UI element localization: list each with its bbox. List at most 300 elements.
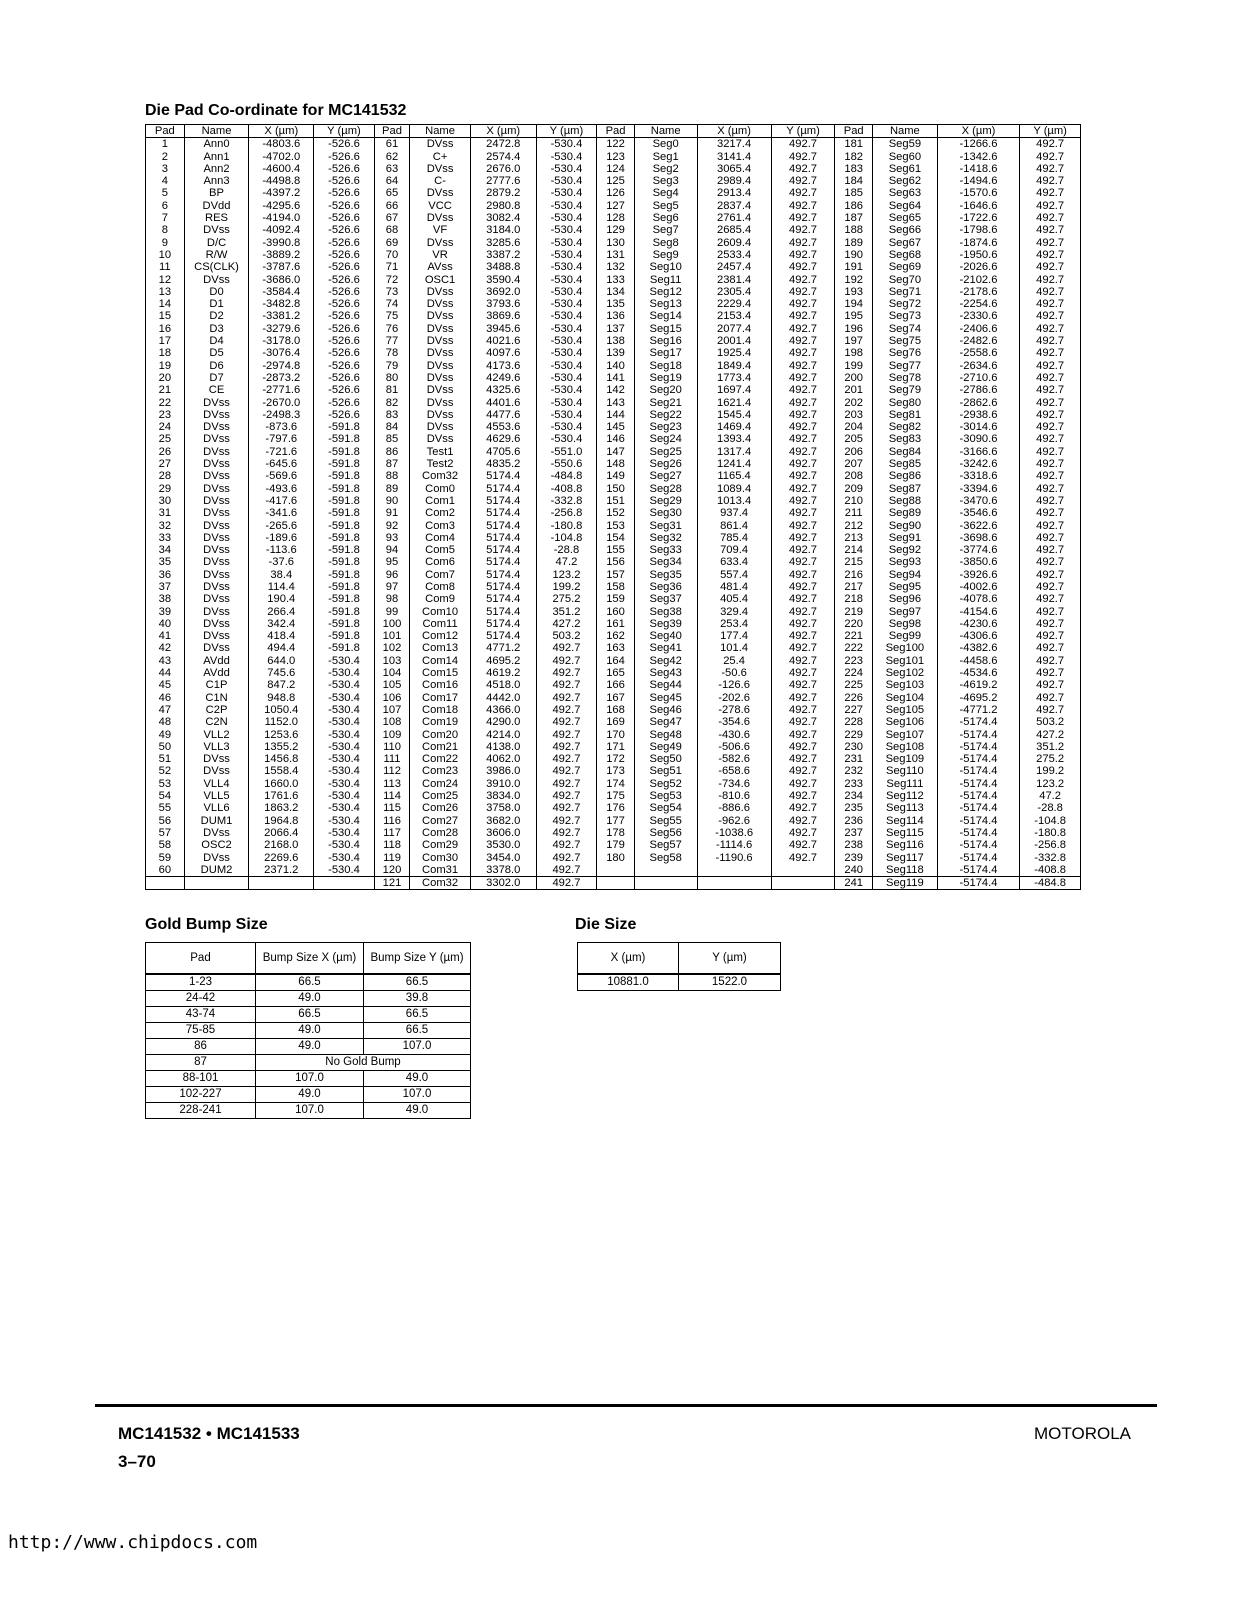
bump-header-pad: Pad bbox=[146, 943, 256, 975]
table-cell: -3470.6 bbox=[937, 495, 1020, 507]
table-row bbox=[146, 679, 1081, 691]
table-cell: 644.0 bbox=[249, 655, 314, 667]
table-cell: Ann1 bbox=[184, 151, 249, 163]
table-cell: 492.7 bbox=[1020, 458, 1081, 470]
table-cell: Ann2 bbox=[184, 163, 249, 175]
table-row bbox=[146, 974, 471, 991]
table-cell: 492.7 bbox=[771, 470, 835, 482]
table-cell: 2457.4 bbox=[697, 261, 771, 273]
table-cell: 492.7 bbox=[771, 729, 835, 741]
table-cell: -2102.6 bbox=[937, 274, 1020, 286]
table-cell: Seg18 bbox=[634, 360, 697, 372]
table-cell: 241 bbox=[835, 877, 873, 890]
bump-header-x: Bump Size X (µm) bbox=[256, 943, 364, 975]
table-cell: 492.7 bbox=[1020, 692, 1081, 704]
table-cell: 492.7 bbox=[1020, 532, 1081, 544]
table-cell: -4306.6 bbox=[937, 630, 1020, 642]
table-cell: 253.4 bbox=[697, 618, 771, 630]
table-cell: DVss bbox=[184, 593, 249, 605]
table-cell: Seg11 bbox=[634, 274, 697, 286]
table-cell: -5174.4 bbox=[937, 839, 1020, 851]
table-row bbox=[146, 556, 1081, 568]
table-cell: -332.8 bbox=[536, 495, 597, 507]
table-cell: -530.4 bbox=[536, 421, 597, 433]
table-row bbox=[146, 520, 1081, 532]
table-cell: -530.4 bbox=[536, 347, 597, 359]
table-cell: Seg33 bbox=[634, 544, 697, 556]
table-cell: 1456.8 bbox=[249, 753, 314, 765]
table-cell: 1660.0 bbox=[249, 778, 314, 790]
table-cell: 3590.4 bbox=[470, 274, 536, 286]
table-cell: 187 bbox=[835, 212, 873, 224]
table-row bbox=[146, 716, 1081, 728]
table-cell: 66.5 bbox=[256, 1007, 364, 1023]
table-cell: 133 bbox=[597, 274, 635, 286]
table-cell: -591.8 bbox=[314, 593, 375, 605]
table-cell: DVss bbox=[184, 642, 249, 654]
table-cell: Seg115 bbox=[872, 827, 937, 839]
table-row bbox=[146, 298, 1081, 310]
table-cell: OSC1 bbox=[410, 274, 471, 286]
table-cell: -278.6 bbox=[697, 704, 771, 716]
table-cell: -551.0 bbox=[536, 446, 597, 458]
table-cell: Seg42 bbox=[634, 655, 697, 667]
table-cell: 492.7 bbox=[1020, 704, 1081, 716]
table-cell: 193 bbox=[835, 286, 873, 298]
table-cell: 492.7 bbox=[536, 877, 597, 890]
table-cell: 27 bbox=[146, 458, 185, 470]
table-cell: -332.8 bbox=[1020, 852, 1081, 864]
table-cell: Seg2 bbox=[634, 163, 697, 175]
table-cell: Seg61 bbox=[872, 163, 937, 175]
table-cell: -37.6 bbox=[249, 556, 314, 568]
table-cell: 75-85 bbox=[146, 1023, 256, 1039]
table-cell: 3682.0 bbox=[470, 815, 536, 827]
table-cell: 847.2 bbox=[249, 679, 314, 691]
table-cell: 152 bbox=[597, 507, 635, 519]
table-cell: 709.4 bbox=[697, 544, 771, 556]
table-cell: 492.7 bbox=[771, 642, 835, 654]
table-cell: Test1 bbox=[410, 446, 471, 458]
column-header: X (µm) bbox=[470, 125, 536, 138]
table-cell: Com26 bbox=[410, 802, 471, 814]
table-cell: 68 bbox=[374, 224, 410, 236]
table-cell: 216 bbox=[835, 569, 873, 581]
table-cell: 213 bbox=[835, 532, 873, 544]
table-cell: 4138.0 bbox=[470, 741, 536, 753]
table-cell: 492.7 bbox=[1020, 569, 1081, 581]
table-cell: 5174.4 bbox=[470, 483, 536, 495]
table-cell: 39.8 bbox=[364, 991, 471, 1007]
table-cell: C+ bbox=[410, 151, 471, 163]
table-cell: 329.4 bbox=[697, 606, 771, 618]
table-cell: 234 bbox=[835, 790, 873, 802]
table-cell: Seg102 bbox=[872, 667, 937, 679]
table-cell: 86 bbox=[146, 1039, 256, 1055]
table-cell bbox=[697, 864, 771, 877]
table-cell: -126.6 bbox=[697, 679, 771, 691]
table-cell: DVss bbox=[184, 458, 249, 470]
table-cell: 85 bbox=[374, 433, 410, 445]
table-cell: -591.8 bbox=[314, 532, 375, 544]
table-cell: 66 bbox=[374, 200, 410, 212]
table-cell: 2381.4 bbox=[697, 274, 771, 286]
table-cell: 107 bbox=[374, 704, 410, 716]
table-cell: -886.6 bbox=[697, 802, 771, 814]
table-cell: 13 bbox=[146, 286, 185, 298]
table-cell: -734.6 bbox=[697, 778, 771, 790]
table-cell: 23 bbox=[146, 409, 185, 421]
table-cell: 492.7 bbox=[536, 679, 597, 691]
table-cell: No Gold Bump bbox=[256, 1055, 471, 1071]
table-row bbox=[146, 310, 1081, 322]
table-cell: -526.6 bbox=[314, 237, 375, 249]
pad-coordinate-table bbox=[145, 124, 1081, 890]
table-cell: 492.7 bbox=[1020, 446, 1081, 458]
page-title: Die Pad Co-ordinate for MC141532 bbox=[145, 102, 407, 119]
table-cell: 492.7 bbox=[1020, 409, 1081, 421]
table-cell: Seg94 bbox=[872, 569, 937, 581]
table-cell: Seg72 bbox=[872, 298, 937, 310]
table-cell: -582.6 bbox=[697, 753, 771, 765]
table-cell: 29 bbox=[146, 483, 185, 495]
table-cell: -2254.6 bbox=[937, 298, 1020, 310]
table-cell: Com5 bbox=[410, 544, 471, 556]
table-cell: 230 bbox=[835, 741, 873, 753]
table-cell: 59 bbox=[146, 852, 185, 864]
table-cell: 492.7 bbox=[771, 507, 835, 519]
table-cell: 2153.4 bbox=[697, 310, 771, 322]
table-cell: 2879.2 bbox=[470, 187, 536, 199]
table-cell: 95 bbox=[374, 556, 410, 568]
table-row bbox=[146, 138, 1081, 151]
table-cell: 1089.4 bbox=[697, 483, 771, 495]
table-cell: 492.7 bbox=[1020, 544, 1081, 556]
table-cell: 1241.4 bbox=[697, 458, 771, 470]
table-cell: DVss bbox=[410, 310, 471, 322]
table-cell: -530.4 bbox=[314, 815, 375, 827]
table-cell: 492.7 bbox=[1020, 642, 1081, 654]
table-cell: -1190.6 bbox=[697, 852, 771, 864]
table-cell: 49.0 bbox=[256, 1087, 364, 1103]
table-cell: Seg14 bbox=[634, 310, 697, 322]
table-cell: Seg12 bbox=[634, 286, 697, 298]
table-cell: 4097.6 bbox=[470, 347, 536, 359]
table-cell: 492.7 bbox=[771, 765, 835, 777]
table-cell: 492.7 bbox=[771, 852, 835, 864]
table-cell: DVss bbox=[184, 507, 249, 519]
table-cell: VLL5 bbox=[184, 790, 249, 802]
table-cell: -591.8 bbox=[314, 544, 375, 556]
table-cell: Seg29 bbox=[634, 495, 697, 507]
table-header-row bbox=[146, 943, 471, 975]
table-cell: 101.4 bbox=[697, 642, 771, 654]
table-cell: 49 bbox=[146, 729, 185, 741]
table-row bbox=[146, 360, 1081, 372]
table-cell: 209 bbox=[835, 483, 873, 495]
table-cell: Com0 bbox=[410, 483, 471, 495]
table-header-row bbox=[146, 125, 1081, 138]
table-cell: 4062.0 bbox=[470, 753, 536, 765]
table-cell: 136 bbox=[597, 310, 635, 322]
table-cell: 492.7 bbox=[1020, 630, 1081, 642]
table-cell: 3387.2 bbox=[470, 249, 536, 261]
table-cell: 19 bbox=[146, 360, 185, 372]
table-cell: 115 bbox=[374, 802, 410, 814]
table-cell: 2305.4 bbox=[697, 286, 771, 298]
table-cell: 2989.4 bbox=[697, 175, 771, 187]
table-cell: 107.0 bbox=[364, 1087, 471, 1103]
table-cell: 208 bbox=[835, 470, 873, 482]
table-cell: 492.7 bbox=[536, 741, 597, 753]
table-cell: -530.4 bbox=[536, 175, 597, 187]
table-cell: DVss bbox=[184, 581, 249, 593]
table-cell: DVss bbox=[184, 827, 249, 839]
table-cell: Seg116 bbox=[872, 839, 937, 851]
table-cell: D6 bbox=[184, 360, 249, 372]
table-row bbox=[146, 877, 1081, 890]
table-cell: 221 bbox=[835, 630, 873, 642]
table-cell: -28.8 bbox=[536, 544, 597, 556]
table-cell: 30 bbox=[146, 495, 185, 507]
table-cell: Seg43 bbox=[634, 667, 697, 679]
table-cell: 175 bbox=[597, 790, 635, 802]
table-cell: -962.6 bbox=[697, 815, 771, 827]
table-cell: DVss bbox=[410, 409, 471, 421]
table-cell: -4154.6 bbox=[937, 606, 1020, 618]
table-cell: 217 bbox=[835, 581, 873, 593]
table-cell: 3986.0 bbox=[470, 765, 536, 777]
table-cell: 80 bbox=[374, 372, 410, 384]
table-cell: Seg110 bbox=[872, 765, 937, 777]
table-cell: 229 bbox=[835, 729, 873, 741]
table-cell: Seg83 bbox=[872, 433, 937, 445]
website-url[interactable]: http://www.chipdocs.com bbox=[8, 1532, 258, 1553]
table-cell: 3910.0 bbox=[470, 778, 536, 790]
table-cell: 62 bbox=[374, 151, 410, 163]
table-cell: Seg6 bbox=[634, 212, 697, 224]
table-cell: 275.2 bbox=[536, 593, 597, 605]
table-cell: -1646.6 bbox=[937, 200, 1020, 212]
table-row bbox=[146, 335, 1081, 347]
table-cell: 492.7 bbox=[771, 606, 835, 618]
table-cell: 83 bbox=[374, 409, 410, 421]
table-cell: DVss bbox=[184, 274, 249, 286]
table-cell: -1038.6 bbox=[697, 827, 771, 839]
table-row bbox=[146, 384, 1081, 396]
table-cell: 492.7 bbox=[771, 261, 835, 273]
table-cell: 4325.6 bbox=[470, 384, 536, 396]
table-cell: 131 bbox=[597, 249, 635, 261]
table-cell: 134 bbox=[597, 286, 635, 298]
table-cell: 4401.6 bbox=[470, 397, 536, 409]
table-cell: 201 bbox=[835, 384, 873, 396]
table-cell: 66.5 bbox=[364, 974, 471, 991]
table-cell: 492.7 bbox=[771, 360, 835, 372]
table-cell: 48 bbox=[146, 716, 185, 728]
table-cell: 492.7 bbox=[1020, 323, 1081, 335]
table-cell: Seg100 bbox=[872, 642, 937, 654]
table-cell: 1-23 bbox=[146, 974, 256, 991]
table-cell: 492.7 bbox=[771, 532, 835, 544]
table-cell: 181 bbox=[835, 138, 873, 151]
table-cell: -3178.0 bbox=[249, 335, 314, 347]
table-cell: Com11 bbox=[410, 618, 471, 630]
table-cell: Seg87 bbox=[872, 483, 937, 495]
table-cell: 54 bbox=[146, 790, 185, 802]
table-cell: 47 bbox=[146, 704, 185, 716]
table-cell: DVss bbox=[184, 483, 249, 495]
table-cell: Seg59 bbox=[872, 138, 937, 151]
table-cell: 123 bbox=[597, 151, 635, 163]
table-cell: 44 bbox=[146, 667, 185, 679]
table-cell: -530.4 bbox=[314, 839, 375, 851]
table-cell: 53 bbox=[146, 778, 185, 790]
table-cell: Com4 bbox=[410, 532, 471, 544]
table-cell: 427.2 bbox=[536, 618, 597, 630]
table-cell: 225 bbox=[835, 679, 873, 691]
table-cell: Seg68 bbox=[872, 249, 937, 261]
table-cell: 192 bbox=[835, 274, 873, 286]
table-cell: 351.2 bbox=[536, 606, 597, 618]
table-cell: 1558.4 bbox=[249, 765, 314, 777]
table-cell: 215 bbox=[835, 556, 873, 568]
table-cell: Seg7 bbox=[634, 224, 697, 236]
table-cell: Com31 bbox=[410, 864, 471, 877]
table-cell: DVss bbox=[410, 138, 471, 151]
table-row bbox=[146, 532, 1081, 544]
table-cell: 16 bbox=[146, 323, 185, 335]
table-cell: 199 bbox=[835, 360, 873, 372]
table-cell: -591.8 bbox=[314, 495, 375, 507]
table-cell: Seg105 bbox=[872, 704, 937, 716]
table-cell: -4498.8 bbox=[249, 175, 314, 187]
table-cell: -530.4 bbox=[536, 298, 597, 310]
table-cell: DVss bbox=[410, 163, 471, 175]
table-cell: 77 bbox=[374, 335, 410, 347]
table-cell: 937.4 bbox=[697, 507, 771, 519]
table-cell: 88-101 bbox=[146, 1071, 256, 1087]
table-cell: 55 bbox=[146, 802, 185, 814]
table-cell: DVss bbox=[410, 347, 471, 359]
table-cell: 218 bbox=[835, 593, 873, 605]
table-cell: Com10 bbox=[410, 606, 471, 618]
table-cell: 3141.4 bbox=[697, 151, 771, 163]
table-cell: 100 bbox=[374, 618, 410, 630]
table-cell: 38 bbox=[146, 593, 185, 605]
table-cell: -530.4 bbox=[314, 679, 375, 691]
table-cell: Seg70 bbox=[872, 274, 937, 286]
table-cell: 154 bbox=[597, 532, 635, 544]
table-cell: 89 bbox=[374, 483, 410, 495]
table-cell: 1355.2 bbox=[249, 741, 314, 753]
table-cell: CE bbox=[184, 384, 249, 396]
table-cell: 492.7 bbox=[771, 556, 835, 568]
die-y-value: 1522.0 bbox=[679, 974, 781, 991]
table-cell: -526.6 bbox=[314, 372, 375, 384]
table-row bbox=[146, 175, 1081, 187]
table-cell: 4553.6 bbox=[470, 421, 536, 433]
table-cell: -530.4 bbox=[536, 360, 597, 372]
table-cell: -591.8 bbox=[314, 421, 375, 433]
table-cell: 2837.4 bbox=[697, 200, 771, 212]
table-cell: 219 bbox=[835, 606, 873, 618]
table-cell: -1570.6 bbox=[937, 187, 1020, 199]
table-cell: Seg78 bbox=[872, 372, 937, 384]
table-cell: DVss bbox=[410, 384, 471, 396]
table-cell: 200 bbox=[835, 372, 873, 384]
table-cell: -530.4 bbox=[536, 261, 597, 273]
table-cell: 492.7 bbox=[771, 827, 835, 839]
table-cell: -104.8 bbox=[536, 532, 597, 544]
table-row bbox=[146, 323, 1081, 335]
table-cell: 72 bbox=[374, 274, 410, 286]
table-cell: 122 bbox=[597, 138, 635, 151]
table-cell: -4534.6 bbox=[937, 667, 1020, 679]
table-cell: 239 bbox=[835, 852, 873, 864]
column-header: Y (µm) bbox=[314, 125, 375, 138]
table-row bbox=[146, 802, 1081, 814]
table-cell: 101 bbox=[374, 630, 410, 642]
table-cell: 231 bbox=[835, 753, 873, 765]
table-cell: 492.7 bbox=[771, 655, 835, 667]
table-cell: 492.7 bbox=[536, 716, 597, 728]
table-cell: Seg74 bbox=[872, 323, 937, 335]
table-row bbox=[146, 753, 1081, 765]
table-cell: 87 bbox=[146, 1055, 256, 1071]
table-cell: 405.4 bbox=[697, 593, 771, 605]
table-cell: Seg34 bbox=[634, 556, 697, 568]
table-cell: 130 bbox=[597, 237, 635, 249]
table-cell: 492.7 bbox=[771, 347, 835, 359]
table-cell: 160 bbox=[597, 606, 635, 618]
table-cell: 3065.4 bbox=[697, 163, 771, 175]
table-cell: Com30 bbox=[410, 852, 471, 864]
table-cell: 492.7 bbox=[1020, 397, 1081, 409]
footer-brand: MOTOROLA bbox=[1034, 1424, 1131, 1443]
table-cell: -2974.8 bbox=[249, 360, 314, 372]
table-cell: 196 bbox=[835, 323, 873, 335]
table-cell: 492.7 bbox=[1020, 310, 1081, 322]
table-cell: Seg85 bbox=[872, 458, 937, 470]
table-cell: DVss bbox=[410, 187, 471, 199]
column-header: Y (µm) bbox=[536, 125, 597, 138]
table-cell: Com21 bbox=[410, 741, 471, 753]
table-cell: 492.7 bbox=[536, 827, 597, 839]
table-cell: 24 bbox=[146, 421, 185, 433]
table-cell: -526.6 bbox=[314, 298, 375, 310]
table-cell: 66.5 bbox=[364, 1023, 471, 1039]
column-header: Name bbox=[184, 125, 249, 138]
table-cell: 65 bbox=[374, 187, 410, 199]
table-cell: DVss bbox=[410, 397, 471, 409]
table-row bbox=[146, 852, 1081, 864]
table-cell: -530.4 bbox=[536, 249, 597, 261]
table-cell: 49.0 bbox=[364, 1071, 471, 1087]
table-cell: 143 bbox=[597, 397, 635, 409]
table-cell: Seg109 bbox=[872, 753, 937, 765]
table-cell: 492.7 bbox=[771, 224, 835, 236]
table-cell: 5174.4 bbox=[470, 606, 536, 618]
table-cell: Seg89 bbox=[872, 507, 937, 519]
table-cell: 492.7 bbox=[536, 667, 597, 679]
table-cell: -2786.6 bbox=[937, 384, 1020, 396]
table-cell: 14 bbox=[146, 298, 185, 310]
table-cell: Com29 bbox=[410, 839, 471, 851]
table-cell: -3774.6 bbox=[937, 544, 1020, 556]
die-x-value: 10881.0 bbox=[578, 974, 679, 991]
table-cell: 492.7 bbox=[771, 323, 835, 335]
